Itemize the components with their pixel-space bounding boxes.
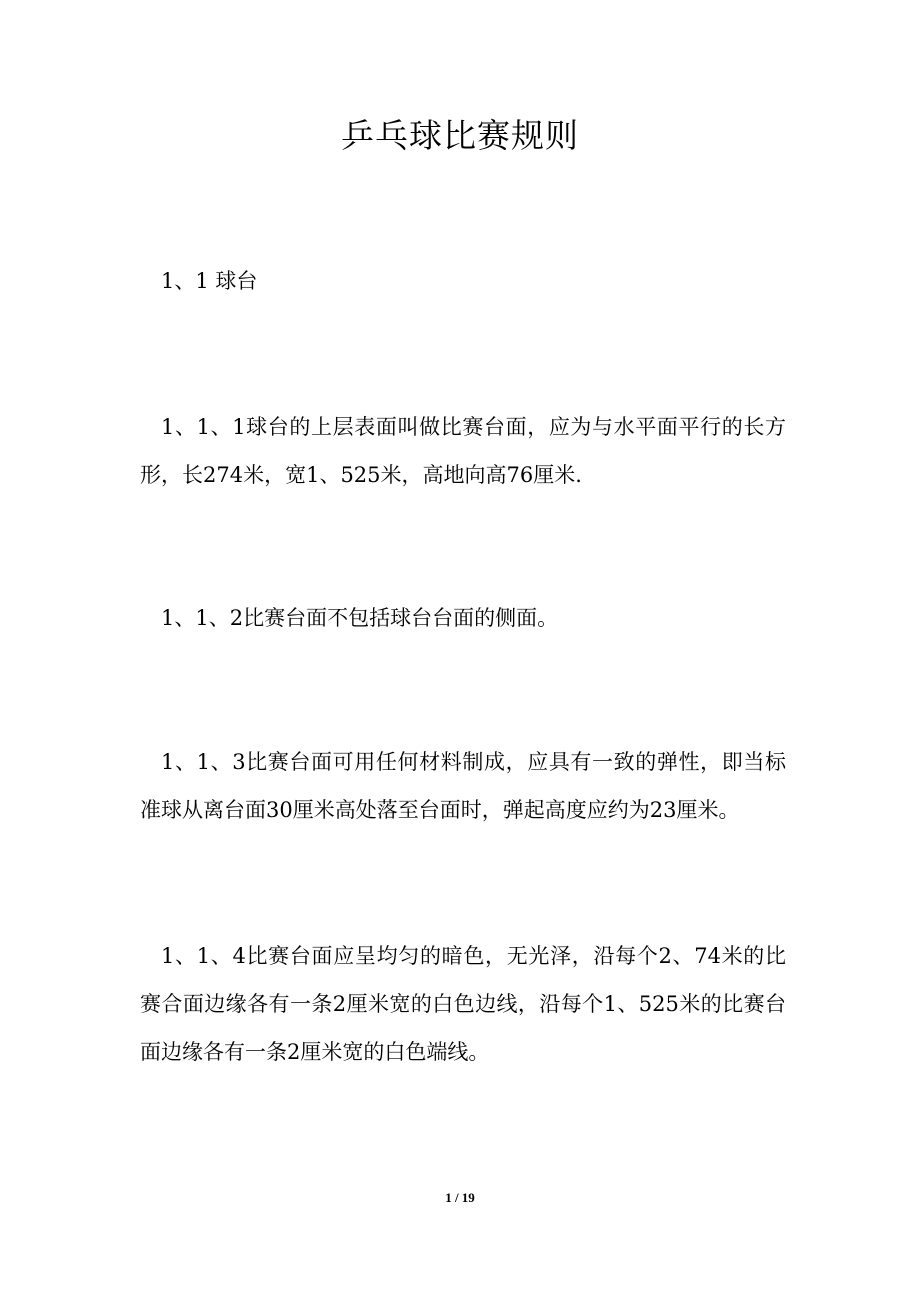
paragraph-1-1-1: 1、1、1球台的上层表面叫做比赛台面，应为与水平面平行的长方形，长274米，宽1、525米，高地向高76厘米.	[140, 415, 786, 487]
paragraph-1-1-2: 1、1、2比赛台面不包括球台台面的侧面。	[161, 606, 559, 630]
document-title: 乒乓球比赛规则	[341, 116, 579, 155]
paragraph-1-1-3: 1、1、3比赛台面可用任何材料制成，应具有一致的弹性，即当标准球从离台面30厘米高处落至台面时，弹起高度应约为23厘米。	[140, 750, 786, 822]
page-number: 1 / 19	[445, 1190, 475, 1205]
paragraph-1-1-4: 1、1、4比赛台面应呈均匀的暗色，无光泽，沿每个2、74米的比赛合面边缘各有一条2厘米宽的白色边线，沿每个1、525米的比赛台面边缘各有一条2厘米宽的白色端线。	[140, 944, 786, 1064]
section-heading: 1、1 球台	[161, 269, 258, 293]
